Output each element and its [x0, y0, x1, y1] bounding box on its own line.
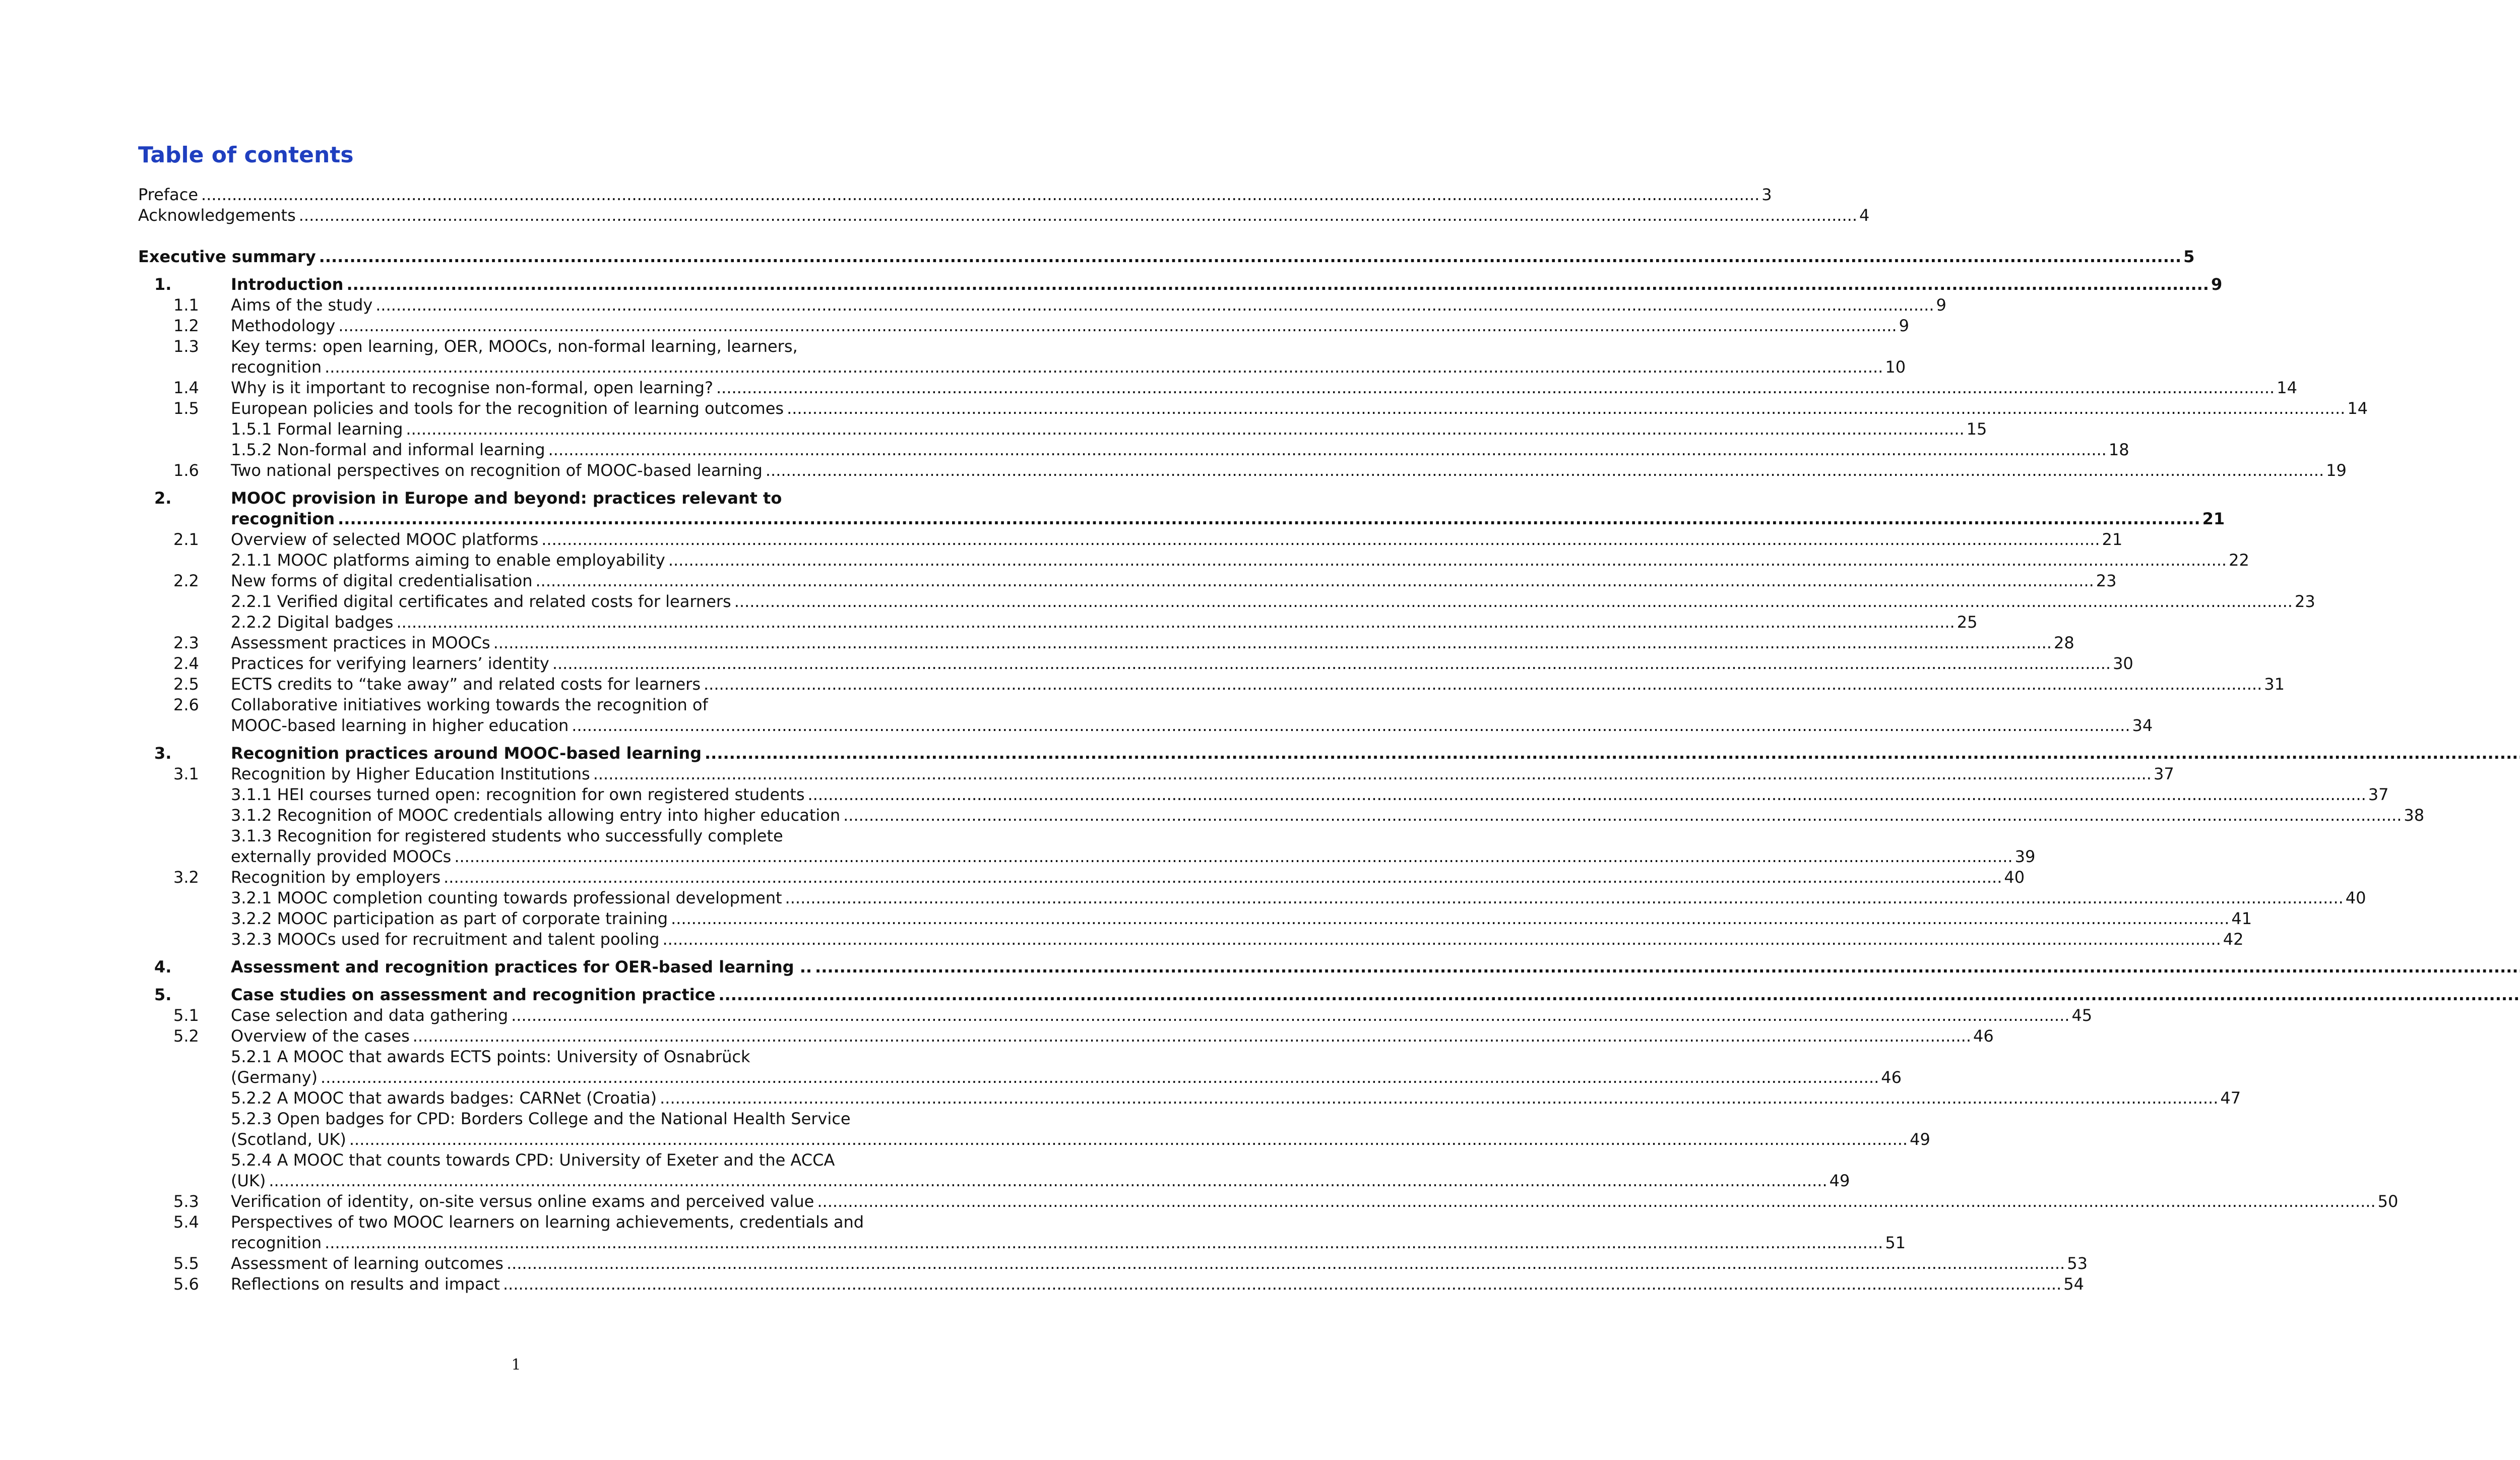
toc-entry-title: 3.2.2 MOOC participation as part of corporate training: [231, 909, 668, 928]
toc-entry-title: 3.2.3 MOOCs used for recruitment and talent pooling: [231, 930, 660, 949]
toc-entry-title: New forms of digital credentialisation: [231, 571, 533, 590]
toc-entry-number: 2.5: [173, 675, 199, 694]
toc-entry-page: 46: [1881, 1068, 1902, 1087]
toc-entry[interactable]: [138, 805, 2425, 826]
toc-entry-title: Overview of selected MOOC platforms: [231, 530, 539, 549]
toc-entry-page: 31: [2264, 675, 2285, 694]
toc-dot-leader: [593, 764, 2152, 784]
toc-entry-title: Practices for verifying learners’ identity: [231, 654, 549, 673]
toc-entry-page: 46: [1973, 1026, 1994, 1046]
toc-entry-title: ECTS credits to “take away” and related costs for learners: [231, 675, 701, 694]
toc-dot-leader: [718, 985, 2520, 1005]
toc-entry-title: Assessment practices in MOOCs: [231, 633, 490, 652]
toc-entry-page: 39: [2014, 847, 2036, 866]
toc-entry-page: 18: [2108, 440, 2129, 459]
toc-dot-leader: [843, 805, 2402, 826]
toc-entry-title: 5.2.3 Open badges for CPD: Borders College and the National Health Service: [231, 1109, 851, 1128]
toc-dot-leader: [396, 612, 1955, 633]
toc-dot-leader: [338, 316, 1897, 336]
toc-entry-title: Reflections on results and impact: [231, 1274, 500, 1294]
toc-dot-leader: [406, 419, 1964, 440]
toc-entry-number: 1.4: [173, 378, 199, 397]
toc-entry-title: 2.1.1 MOOC platforms aiming to enable employability: [231, 551, 665, 570]
toc-entry-title: recognition: [231, 509, 335, 528]
toc-entry-title: (Germany): [231, 1068, 318, 1087]
toc-entry-page: 47: [2220, 1088, 2241, 1108]
toc-entry-title: MOOC-based learning in higher education: [231, 716, 569, 735]
toc-entry[interactable]: [138, 743, 902, 764]
toc-entry-title: Assessment and recognition practices for OER-based learning ..: [231, 957, 812, 977]
toc-entry-page: 23: [2096, 571, 2117, 590]
toc-entry-title: recognition: [231, 357, 322, 377]
toc-entry-title: 1.5.1 Formal learning: [231, 419, 403, 439]
toc-entry-page: 49: [1910, 1130, 1930, 1149]
toc-dot-leader: [808, 784, 2366, 805]
toc-entry-title: Recognition practices around MOOC-based learning: [231, 744, 702, 763]
toc-entry-page: 37: [2153, 764, 2174, 783]
toc-entry-page: 19: [2326, 461, 2347, 480]
toc-entry[interactable]: [138, 1047, 902, 1067]
toc-entry-page: 37: [2368, 785, 2389, 804]
toc-entry-number: 2.4: [173, 654, 199, 673]
toc-entry[interactable]: [138, 715, 2153, 736]
toc-entry[interactable]: [138, 908, 2252, 929]
toc-entry[interactable]: [138, 488, 902, 509]
toc-dot-leader: [454, 846, 2012, 867]
toc-entry-title: Case selection and data gathering: [231, 1006, 509, 1025]
toc-entry[interactable]: [138, 612, 1978, 633]
toc-entry-title: externally provided MOOCs: [231, 847, 452, 866]
toc-entry-page: 53: [2067, 1254, 2088, 1273]
toc-entry[interactable]: [138, 957, 902, 978]
toc-entry[interactable]: [138, 274, 2223, 295]
toc-entry-page: 9: [1936, 295, 1946, 315]
toc-dot-leader: [511, 1005, 2069, 1026]
toc-entry-page: 3: [1761, 185, 1772, 204]
toc-entry[interactable]: [138, 764, 2174, 784]
toc-entry-page: 9: [1899, 316, 1909, 335]
toc-entry-number: 1.1: [173, 295, 199, 315]
toc-entry-page: 21: [2102, 530, 2123, 549]
toc-entry[interactable]: [138, 571, 2117, 591]
page-title: Table of contents: [138, 142, 354, 168]
toc-dot-leader: [548, 440, 2107, 460]
toc-entry-number: 5.3: [173, 1192, 199, 1211]
toc-entry-title: Overview of the cases: [231, 1026, 410, 1046]
toc-entry-page: 41: [2231, 909, 2252, 928]
toc-entry-title: Preface: [138, 185, 199, 204]
toc-entry-title: 5.2.4 A MOOC that counts towards CPD: University of Exeter and the ACCA: [231, 1150, 835, 1170]
toc-entry-number: 2.2: [173, 571, 199, 590]
toc-dot-leader: [785, 888, 2344, 908]
toc-entry-page: 22: [2229, 551, 2249, 570]
toc-entry-title: recognition: [231, 1233, 322, 1252]
toc-entry-page: 40: [2345, 888, 2366, 907]
toc-entry[interactable]: [138, 336, 902, 357]
toc-entry[interactable]: [138, 591, 2315, 612]
toc-entry-title: Introduction: [231, 275, 344, 294]
toc-entry-title: European policies and tools for the recognition of learning outcomes: [231, 399, 784, 418]
toc-entry-title: Executive summary: [138, 247, 316, 266]
toc-entry[interactable]: [138, 1150, 902, 1171]
toc-dot-leader: [346, 274, 2209, 295]
toc-entry-number: 1.2: [173, 316, 199, 335]
toc-entry[interactable]: [138, 440, 2129, 460]
toc-dot-leader: [349, 1129, 1908, 1150]
toc-entry-number: 3.1: [173, 764, 199, 783]
toc-dot-leader: [201, 185, 1759, 205]
toc-entry-page: 49: [1829, 1171, 1850, 1190]
toc-entry[interactable]: [138, 929, 2244, 950]
toc-dot-leader: [704, 674, 2262, 695]
toc-entry-page: 21: [2202, 509, 2225, 528]
toc-entry-number: 5.6: [173, 1274, 199, 1294]
toc-entry[interactable]: [138, 1067, 1902, 1088]
toc-dot-leader: [815, 957, 2520, 978]
toc-entry-number: 1.3: [173, 337, 199, 356]
toc-entry-number: 3.2: [173, 868, 199, 887]
toc-entry-page: 42: [2223, 930, 2244, 949]
toc-entry-number: 5.: [154, 985, 172, 1004]
toc-entry-title: (UK): [231, 1171, 266, 1190]
toc-dot-leader: [716, 378, 2275, 398]
toc-entry-number: 5.4: [173, 1212, 199, 1232]
toc-entry-title: Verification of identity, on-site versus online exams and perceived value: [231, 1192, 814, 1211]
toc-entry-title: Key terms: open learning, OER, MOOCs, non-formal learning, learners,: [231, 337, 798, 356]
toc-entry-page: 9: [2211, 275, 2223, 294]
toc-entry-number: 2.1: [173, 530, 199, 549]
toc-entry[interactable]: [138, 205, 1870, 226]
toc-entry[interactable]: [138, 1171, 1850, 1191]
toc-dot-leader: [503, 1274, 2061, 1295]
toc-dot-leader: [817, 1191, 2375, 1212]
toc-entry-title: Methodology: [231, 316, 336, 335]
toc-entry-number: 1.5: [173, 399, 199, 418]
toc-entry-number: 4.: [154, 957, 172, 977]
toc-entry-number: 1.6: [173, 461, 199, 480]
toc-entry-title: MOOC provision in Europe and beyond: practices relevant to: [231, 489, 782, 508]
toc-entry[interactable]: [138, 1005, 2093, 1026]
toc-entry[interactable]: [138, 1109, 902, 1129]
toc-entry-page: 28: [2053, 633, 2074, 652]
toc-entry[interactable]: [138, 695, 902, 715]
toc-entry-page: 4: [1859, 206, 1870, 225]
toc-entry-number: 5.1: [173, 1006, 199, 1025]
toc-dot-leader: [269, 1171, 1827, 1191]
toc-dot-leader: [413, 1026, 1971, 1047]
toc-page: [138, 141, 2425, 1295]
toc-entry[interactable]: [138, 1191, 2399, 1212]
toc-entry-number: 1.: [154, 275, 172, 294]
toc-list: [138, 185, 2425, 1295]
toc-entry[interactable]: [138, 1026, 1994, 1047]
toc-entry-title: 3.1.2 Recognition of MOOC credentials allowing entry into higher education: [231, 806, 841, 825]
toc-entry[interactable]: [138, 1088, 2241, 1109]
toc-dot-leader: [671, 908, 2229, 929]
toc-entry-title: Case studies on assessment and recognition practice: [231, 985, 716, 1004]
toc-entry-title: Aims of the study: [231, 295, 373, 315]
toc-entry[interactable]: [138, 247, 2195, 267]
toc-entry-title: (Scotland, UK): [231, 1130, 346, 1149]
toc-entry[interactable]: [138, 378, 2297, 398]
toc-entry[interactable]: [138, 357, 1906, 378]
toc-entry-page: 40: [2004, 868, 2025, 887]
toc-entry-page: 25: [1957, 613, 1978, 632]
toc-entry[interactable]: [138, 316, 1909, 336]
toc-dot-leader: [493, 633, 2052, 653]
toc-entry[interactable]: [138, 826, 902, 846]
toc-entry-title: Why is it important to recognise non-formal, open learning?: [231, 378, 713, 397]
toc-entry-page: 45: [2071, 1006, 2093, 1025]
toc-entry-title: Two national perspectives on recognition of MOOC-based learning: [231, 461, 763, 480]
toc-entry-page: 34: [2132, 716, 2153, 735]
toc-entry[interactable]: [138, 846, 2036, 867]
toc-entry-title: Recognition by Higher Education Institutions: [231, 764, 590, 783]
toc-entry-title: 3.1.1 HEI courses turned open: recognition for own registered students: [231, 785, 805, 804]
toc-entry[interactable]: [138, 509, 2225, 529]
page-footer-number: 1: [511, 1356, 521, 1374]
toc-entry-page: 30: [2113, 654, 2133, 673]
toc-dot-leader: [541, 529, 2100, 550]
toc-dot-leader: [660, 1088, 2218, 1109]
toc-entry[interactable]: [138, 185, 1772, 205]
toc-entry-page: 38: [2404, 806, 2425, 825]
toc-dot-leader: [507, 1253, 2065, 1274]
toc-entry[interactable]: [138, 674, 2285, 695]
toc-entry-title: 1.5.2 Non-formal and informal learning: [231, 440, 545, 459]
toc-entry-page: 15: [1966, 419, 1987, 439]
toc-entry[interactable]: [138, 653, 2133, 674]
toc-entry[interactable]: [138, 1274, 2084, 1295]
toc-entry[interactable]: [138, 633, 2074, 653]
toc-entry[interactable]: [138, 784, 2389, 805]
toc-dot-leader: [787, 398, 2345, 419]
toc-dot-leader: [321, 1067, 1879, 1088]
toc-entry-title: Recognition by employers: [231, 868, 441, 887]
toc-entry-number: 2.3: [173, 633, 199, 652]
toc-dot-leader: [535, 571, 2094, 591]
toc-dot-leader: [766, 460, 2324, 481]
toc-entry-title: Assessment of learning outcomes: [231, 1254, 503, 1273]
toc-entry[interactable]: [138, 1212, 902, 1233]
toc-entry-title: 3.2.1 MOOC completion counting towards professional development: [231, 888, 782, 907]
toc-entry[interactable]: [138, 985, 902, 1005]
toc-dot-leader: [668, 550, 2227, 571]
toc-dot-leader: [319, 247, 2182, 267]
toc-dot-leader: [375, 295, 1934, 316]
toc-dot-leader: [572, 715, 2130, 736]
toc-entry-title: Acknowledgements: [138, 206, 296, 225]
toc-entry-page: 10: [1885, 357, 1906, 377]
toc-entry[interactable]: [138, 529, 2123, 550]
toc-dot-leader: [552, 653, 2111, 674]
toc-entry-title: 3.1.3 Recognition for registered students who successfully complete: [231, 826, 783, 845]
toc-dot-leader: [338, 509, 2200, 529]
toc-dot-leader: [325, 357, 1883, 378]
toc-entry-title: 5.2.1 A MOOC that awards ECTS points: University of Osnabrück: [231, 1047, 750, 1066]
toc-dot-leader: [662, 929, 2221, 950]
toc-entry[interactable]: [138, 867, 2025, 888]
toc-entry-number: 5.5: [173, 1254, 199, 1273]
toc-dot-leader: [705, 743, 2520, 764]
toc-entry-title: 2.2.2 Digital badges: [231, 613, 394, 632]
toc-entry-page: 54: [2063, 1274, 2084, 1294]
toc-entry-number: 2.6: [173, 695, 199, 714]
toc-dot-leader: [444, 867, 2002, 888]
toc-entry-number: 3.: [154, 744, 172, 763]
toc-entry-page: 14: [2277, 378, 2297, 397]
toc-entry[interactable]: [138, 460, 2347, 481]
toc-entry-title: Collaborative initiatives working towards the recognition of: [231, 695, 708, 714]
toc-entry-page: 14: [2347, 399, 2368, 418]
toc-entry-title: Perspectives of two MOOC learners on learning achievements, credentials and: [231, 1212, 864, 1232]
toc-entry-title: 2.2.1 Verified digital certificates and related costs for learners: [231, 592, 731, 611]
toc-entry-page: 50: [2377, 1192, 2399, 1211]
toc-entry[interactable]: [138, 295, 1946, 316]
toc-entry[interactable]: [138, 1253, 2088, 1274]
toc-dot-leader: [299, 205, 1857, 226]
toc-entry-page: 5: [2183, 247, 2195, 266]
toc-dot-leader: [325, 1233, 1883, 1253]
toc-entry[interactable]: [138, 550, 2249, 571]
toc-entry-number: 5.2: [173, 1026, 199, 1046]
toc-entry[interactable]: [138, 888, 2366, 908]
toc-dot-leader: [734, 591, 2293, 612]
toc-entry[interactable]: [138, 419, 1987, 440]
toc-entry-page: 51: [1885, 1233, 1906, 1252]
toc-entry-page: 23: [2294, 592, 2315, 611]
toc-entry[interactable]: [138, 398, 2368, 419]
toc-entry[interactable]: [138, 1129, 1930, 1150]
toc-entry-title: 5.2.2 A MOOC that awards badges: CARNet (Croatia): [231, 1088, 657, 1108]
toc-entry-number: 2.: [154, 489, 172, 508]
toc-entry[interactable]: [138, 1233, 1906, 1253]
